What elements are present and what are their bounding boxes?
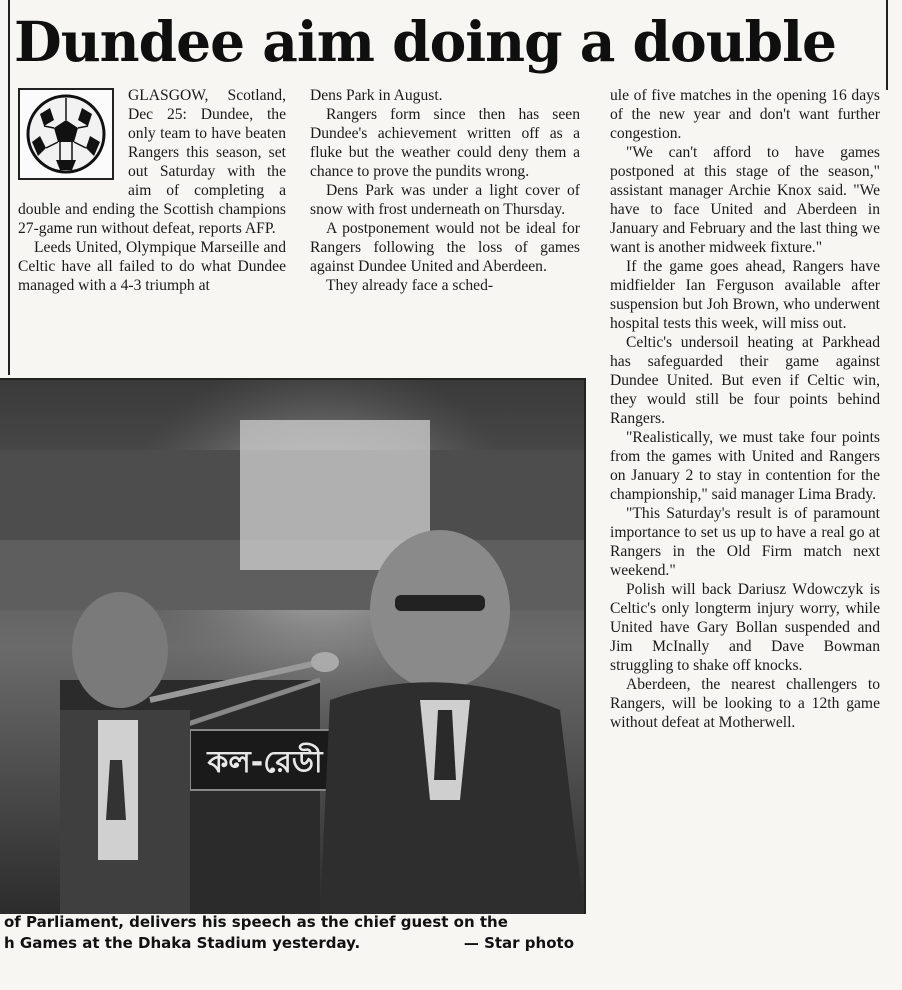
article-paragraph: If the game goes ahead, Rangers have midfielder Ian Ferguson available after suspension but Joh Brown, who underwent hospital tests this week, will miss out. (610, 258, 880, 332)
article-paragraph: Rangers form since then has seen Dundee's achievement written off as a fluke but the weather could deny them a chance to prove the pundits wrong. (310, 106, 580, 180)
article-column-3 (610, 86, 880, 732)
article-paragraph: Polish will back Dariusz Wdowczyk is Celtic's only longterm injury worry, while United have Gary Bollan suspended and Jim McInally and Dave Bowman struggling to shake off knocks. (610, 581, 880, 674)
caption-line (0, 933, 584, 954)
dateline-paragraph: GLASGOW, Scotland, Dec 25: Dundee, the only team to have beaten Rangers this season, set out Saturday with the aim of completing a double and ending the Scottish champions 27-game run without defeat, reports AFP. (18, 87, 286, 237)
caption-text: h Games at the Dhaka Stadium yesterday. (4, 934, 361, 952)
photo-caption (0, 912, 584, 954)
article-paragraph: Dens Park was under a light cover of snow with frost underneath on Thursday. (310, 182, 580, 218)
column-rule (886, 0, 888, 90)
photo-credit: — Star photo (463, 934, 574, 952)
caption-line: of Parliament, delivers his speech as the chief guest on the (4, 913, 508, 931)
article-paragraph: ule of five matches in the opening 16 days of the new year and don't want further congestion. (610, 87, 880, 142)
article-paragraph: "We can't afford to have games postponed at this stage of the season," assistant manager Archie Knox said. "We have to face United and Aberdeen in January and February and the last thing we want is another midweek fixture." (610, 144, 880, 256)
article-paragraph: "This Saturday's result is of paramount importance to set us up to have a real go at Rangers in the Old Firm match next weekend." (610, 505, 880, 579)
news-photo (0, 378, 586, 914)
column-rule (8, 0, 10, 375)
article-paragraph: Dens Park in August. (310, 87, 443, 104)
article-paragraph: Aberdeen, the nearest challengers to Rangers, will be looking to a 12th game without defeat at Motherwell. (610, 676, 880, 731)
article-paragraph: A postponement would not be ideal for Rangers following the loss of games against Dundee United and Aberdeen. (310, 220, 580, 275)
article-column-2 (310, 86, 580, 295)
headline: Dundee aim doing a double (14, 9, 837, 74)
article-column-1 (18, 86, 286, 295)
photo-illustration (0, 380, 584, 914)
article-paragraph: Celtic's undersoil heating at Parkhead has safeguarded their game against Dundee United. But even if Celtic win, they would still be four points behind Rangers. (610, 334, 880, 427)
logo-spacer (18, 86, 128, 198)
article-paragraph: "Realistically, we must take four points from the games with United and Rangers on January 2 to stay in contention for the championship," said manager Lima Brady. (610, 429, 880, 503)
article-paragraph: They already face a sched- (326, 277, 494, 294)
lectern-sign: কল-রেডী (207, 745, 323, 780)
article-paragraph: Leeds United, Olympique Marseille and Celtic have all failed to do what Dundee managed with a 4-3 triumph at (18, 239, 286, 294)
